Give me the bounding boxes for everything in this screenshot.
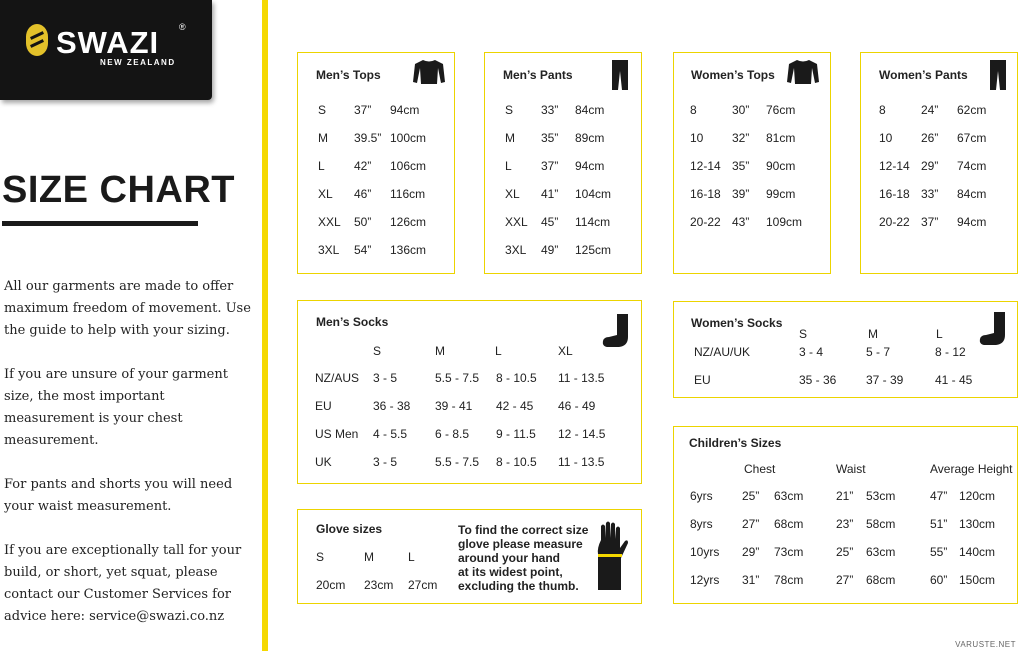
table-cell: 67cm (957, 131, 987, 145)
table-cell: 126cm (390, 215, 427, 229)
row-label: EU (315, 399, 332, 413)
table-cell: 3 - 4 (799, 345, 824, 359)
mens-pants-table (484, 52, 642, 274)
row-label: XL (505, 187, 520, 201)
table-cell: 29” (921, 159, 939, 173)
row-label: 8yrs (690, 517, 713, 531)
table-cell: 47” (930, 489, 948, 503)
row-label: UK (315, 455, 332, 469)
table-title: Men’s Socks (316, 315, 389, 329)
table-cell: 25” (836, 545, 854, 559)
table-cell: 43” (732, 215, 750, 229)
long-sleeve-top-icon (412, 59, 446, 85)
table-cell: 89cm (575, 131, 605, 145)
table-cell: 32” (732, 131, 750, 145)
column-header: M (868, 327, 878, 341)
row-label: S (505, 103, 514, 117)
table-cell: 68cm (774, 517, 804, 531)
row-label: XXL (505, 215, 528, 229)
row-label: 3XL (505, 243, 527, 257)
row-label: 20-22 (690, 215, 721, 229)
womens-socks-table (673, 301, 1018, 398)
table-cell: 27” (742, 517, 760, 531)
table-cell: 39” (732, 187, 750, 201)
table-cell: 55” (930, 545, 948, 559)
table-cell: 68cm (866, 573, 896, 587)
intro-paragraph: For pants and shorts you will need your waist measurement. (4, 477, 233, 514)
table-cell: 30” (732, 103, 750, 117)
row-label: 12-14 (690, 159, 721, 173)
column-header: L (408, 550, 415, 564)
row-label: 12-14 (879, 159, 910, 173)
note-line: glove please measure (458, 537, 583, 551)
glove-icon (594, 520, 630, 592)
pants-icon (611, 59, 629, 91)
brand-subtitle: NEW ZEALAND (100, 58, 176, 67)
table-cell: 46” (354, 187, 372, 201)
table-cell: 39 - 41 (435, 399, 473, 413)
table-cell: 104cm (575, 187, 612, 201)
table-cell: 6 - 8.5 (435, 427, 470, 441)
table-cell: 21” (836, 489, 854, 503)
table-cell: 60” (930, 573, 948, 587)
table-cell: 12 - 14.5 (558, 427, 606, 441)
table-title: Children’s Sizes (689, 436, 782, 450)
table-cell: 27” (836, 573, 854, 587)
table-cell: 150cm (959, 573, 996, 587)
table-title: Men’s Pants (503, 68, 573, 82)
row-label: 8 (690, 103, 697, 117)
table-cell: 24” (921, 103, 939, 117)
table-cell: 33” (541, 103, 559, 117)
table-cell: 37” (541, 159, 559, 173)
glove-sizes-table (297, 509, 642, 604)
table-cell: 37” (354, 103, 372, 117)
row-label: M (318, 131, 328, 145)
mens-tops-table (297, 52, 455, 274)
table-cell: 100cm (390, 131, 427, 145)
table-cell: 36 - 38 (373, 399, 411, 413)
table-cell: 51” (930, 517, 948, 531)
column-header: S (799, 327, 808, 341)
table-cell: 8 - 10.5 (496, 455, 537, 469)
table-cell: 84cm (957, 187, 987, 201)
row-label: US Men (315, 427, 359, 441)
table-cell: 33” (921, 187, 939, 201)
row-label: 8 (879, 103, 886, 117)
row-label: L (505, 159, 512, 173)
row-label: M (505, 131, 515, 145)
table-cell: 45” (541, 215, 559, 229)
table-cell: 74cm (957, 159, 987, 173)
table-cell: 39.5” (354, 131, 382, 145)
intro-paragraph: If you are exceptionally tall for your build, or short, yet squat, please contact our Customer Services for advice here: service@swazi.co.nz (4, 543, 242, 624)
table-cell: 94cm (957, 215, 987, 229)
table-cell: 81cm (766, 131, 796, 145)
glove-measure-note (458, 523, 593, 593)
row-label: 16-18 (690, 187, 721, 201)
row-label: L (318, 159, 325, 173)
table-cell: 37 - 39 (866, 373, 904, 387)
row-label: XXL (318, 215, 341, 229)
table-cell: 63cm (774, 489, 804, 503)
table-cell: 5 - 7 (866, 345, 891, 359)
title-underline (2, 221, 198, 226)
glove-value: 20cm (316, 578, 346, 592)
table-cell: 42 - 45 (496, 399, 534, 413)
column-header: L (495, 344, 502, 358)
row-label: XL (318, 187, 333, 201)
row-label: 3XL (318, 243, 340, 257)
table-cell: 130cm (959, 517, 996, 531)
note-line: at its widest point, (458, 565, 563, 579)
table-title: Men’s Tops (316, 68, 381, 82)
table-title: Glove sizes (316, 522, 383, 536)
row-label: EU (694, 373, 711, 387)
table-cell: 106cm (390, 159, 427, 173)
table-cell: 8 - 10.5 (496, 371, 537, 385)
intro-paragraph: All our garments are made to offer maximum freedom of movement. Use the guide to help with your sizing. (4, 279, 251, 338)
column-header: L (936, 327, 943, 341)
table-cell: 35” (541, 131, 559, 145)
table-cell: 41” (541, 187, 559, 201)
table-cell: 11 - 13.5 (558, 371, 605, 385)
table-cell: 3 - 5 (373, 371, 398, 385)
table-cell: 54” (354, 243, 372, 257)
table-cell: 94cm (575, 159, 605, 173)
table-cell: 35” (732, 159, 750, 173)
table-cell: 120cm (959, 489, 996, 503)
table-cell: 8 - 12 (935, 345, 966, 359)
childrens-sizes-table (673, 426, 1018, 604)
table-cell: 9 - 11.5 (496, 427, 536, 441)
note-line: To find the correct size (458, 523, 589, 537)
table-cell: 58cm (866, 517, 896, 531)
glove-value: 23cm (364, 578, 394, 592)
table-cell: 5.5 - 7.5 (435, 371, 480, 385)
long-sleeve-top-icon (786, 59, 820, 85)
table-cell: 62cm (957, 103, 987, 117)
shield-icon (26, 24, 48, 56)
mens-socks-table (297, 300, 642, 484)
table-cell: 5.5 - 7.5 (435, 455, 480, 469)
row-label: 10yrs (690, 545, 720, 559)
brand-logo (0, 0, 212, 100)
table-cell: 90cm (766, 159, 796, 173)
table-title: Women’s Tops (691, 68, 775, 82)
table-cell: 35 - 36 (799, 373, 837, 387)
row-label: 20-22 (879, 215, 910, 229)
table-cell: 49” (541, 243, 559, 257)
table-cell: 31” (742, 573, 760, 587)
table-cell: 116cm (390, 187, 426, 201)
column-header: Waist (836, 462, 866, 476)
table-cell: 84cm (575, 103, 605, 117)
table-cell: 73cm (774, 545, 804, 559)
column-header: Chest (744, 462, 776, 476)
brand-name: SWAZI (56, 25, 160, 60)
column-header: M (364, 550, 374, 564)
table-cell: 46 - 49 (558, 399, 596, 413)
table-cell: 94cm (390, 103, 420, 117)
table-cell: 3 - 5 (373, 455, 398, 469)
divider-line (262, 0, 268, 651)
row-label: 6yrs (690, 489, 713, 503)
table-cell: 29” (742, 545, 760, 559)
table-cell: 136cm (390, 243, 427, 257)
table-cell: 140cm (959, 545, 996, 559)
table-title: Women’s Socks (691, 316, 783, 330)
page-title: SIZE CHART (2, 169, 235, 211)
row-label: S (318, 103, 327, 117)
table-cell: 109cm (766, 215, 803, 229)
note-line: excluding the thumb. (458, 579, 579, 593)
note-line: around your hand (458, 551, 560, 565)
table-cell: 41 - 45 (935, 373, 973, 387)
row-label: 12yrs (690, 573, 720, 587)
column-header: M (435, 344, 445, 358)
table-title: Women’s Pants (879, 68, 968, 82)
table-cell: 125cm (575, 243, 612, 257)
row-label: NZ/AUS (315, 371, 360, 385)
row-label: 16-18 (879, 187, 910, 201)
table-cell: 4 - 5.5 (373, 427, 408, 441)
womens-pants-table (860, 52, 1018, 274)
watermark: VARUSTE.NET (955, 640, 1016, 649)
table-cell: 76cm (766, 103, 796, 117)
sock-icon (601, 313, 631, 349)
table-cell: 78cm (774, 573, 804, 587)
column-header: S (373, 344, 382, 358)
glove-value: 27cm (408, 578, 438, 592)
sock-icon (978, 311, 1008, 347)
table-cell: 37” (921, 215, 939, 229)
intro-paragraph: If you are unsure of your garment size, the most important measurement is your chest measurement. (4, 367, 228, 448)
table-cell: 50” (354, 215, 372, 229)
pants-icon (989, 59, 1007, 91)
column-header: S (316, 550, 325, 564)
column-header: Average Height (930, 462, 1013, 476)
table-cell: 26” (921, 131, 939, 145)
table-cell: 23” (836, 517, 854, 531)
intro-text (4, 276, 254, 650)
table-cell: 114cm (575, 215, 611, 229)
table-cell: 53cm (866, 489, 896, 503)
table-cell: 11 - 13.5 (558, 455, 605, 469)
table-cell: 63cm (866, 545, 896, 559)
row-label: NZ/AU/UK (694, 345, 751, 359)
table-cell: 42” (354, 159, 372, 173)
table-cell: 99cm (766, 187, 796, 201)
row-label: 10 (879, 131, 893, 145)
womens-tops-table (673, 52, 831, 274)
table-cell: 25” (742, 489, 760, 503)
row-label: 10 (690, 131, 704, 145)
column-header: XL (558, 344, 573, 358)
registered-mark: ® (179, 22, 186, 32)
